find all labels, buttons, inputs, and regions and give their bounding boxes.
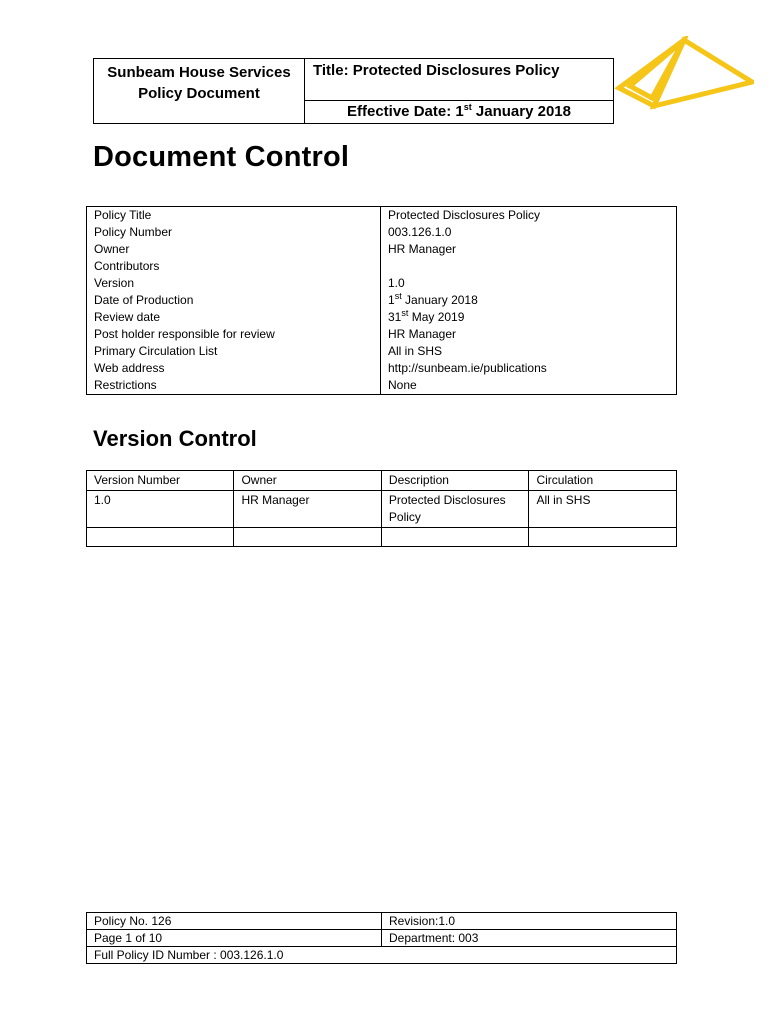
table-cell <box>87 528 234 547</box>
table-row <box>87 360 677 377</box>
table-cell <box>234 528 381 547</box>
document-control-table <box>86 206 677 395</box>
table-cell <box>529 528 677 547</box>
row-value <box>381 258 677 275</box>
policy-number: Policy No. 126 <box>87 913 382 930</box>
table-row <box>87 326 677 343</box>
table-row <box>87 224 677 241</box>
column-header: Version Number <box>87 471 234 491</box>
table-row <box>87 275 677 292</box>
revision: Revision:1.0 <box>382 913 677 930</box>
organization-cell <box>94 59 305 124</box>
document-type: Policy Document <box>138 85 260 102</box>
row-label: Review date <box>94 310 161 324</box>
row-value: HR Manager <box>381 326 677 343</box>
row-value: None <box>381 377 677 395</box>
row-label: Owner <box>94 242 130 256</box>
row-label: Policy Title <box>94 208 152 222</box>
footer-table <box>86 912 677 964</box>
web-address-value: http://sunbeam.ie/publications <box>381 360 677 377</box>
table-header-row <box>87 471 677 491</box>
table-cell: All in SHS <box>529 491 677 528</box>
table-cell: 1.0 <box>87 491 234 528</box>
row-value: 31st May 2019 <box>381 309 677 326</box>
full-policy-id: Full Policy ID Number : 003.126.1.0 <box>87 947 677 964</box>
column-header: Circulation <box>529 471 677 491</box>
version-control-heading: Version Control <box>93 426 257 451</box>
row-value: 1.0 <box>381 275 677 292</box>
table-row <box>87 528 677 547</box>
policy-title: Title: Protected Disclosures Policy <box>313 62 560 79</box>
table-row <box>87 377 677 395</box>
header-table <box>93 58 614 124</box>
table-row <box>87 241 677 258</box>
effective-date-cell <box>305 101 614 124</box>
department: Department: 003 <box>382 930 677 947</box>
table-row <box>87 491 677 528</box>
document-control-heading: Document Control <box>93 141 350 173</box>
policy-title-cell <box>305 59 614 101</box>
table-cell: Protected Disclosures Policy <box>381 491 529 528</box>
table-row <box>87 207 677 225</box>
row-value: Protected Disclosures Policy <box>381 207 677 225</box>
row-label: Web address <box>94 361 165 375</box>
row-value: All in SHS <box>381 343 677 360</box>
table-cell: HR Manager <box>234 491 381 528</box>
effective-date: Effective Date: 1st January 2018 <box>347 102 571 120</box>
row-label: Primary Circulation List <box>94 344 218 358</box>
table-row <box>87 343 677 360</box>
table-row <box>87 309 677 326</box>
version-control-table <box>86 470 677 547</box>
row-label: Policy Number <box>94 225 173 239</box>
column-header: Description <box>381 471 529 491</box>
row-label: Version <box>94 276 135 290</box>
column-header: Owner <box>234 471 381 491</box>
row-value: 003.126.1.0 <box>381 224 677 241</box>
organization-name: Sunbeam House Services <box>107 64 291 81</box>
table-row <box>87 292 677 309</box>
row-value: HR Manager <box>381 241 677 258</box>
row-label: Date of Production <box>94 293 194 307</box>
table-cell <box>381 528 529 547</box>
pyramid-logo-icon <box>614 36 754 111</box>
row-label: Post holder responsible for review <box>94 327 275 341</box>
row-value: 1st January 2018 <box>381 292 677 309</box>
page-number: Page 1 of 10 <box>87 930 382 947</box>
row-label: Contributors <box>94 259 160 273</box>
table-row <box>87 258 677 275</box>
row-label: Restrictions <box>94 378 157 392</box>
